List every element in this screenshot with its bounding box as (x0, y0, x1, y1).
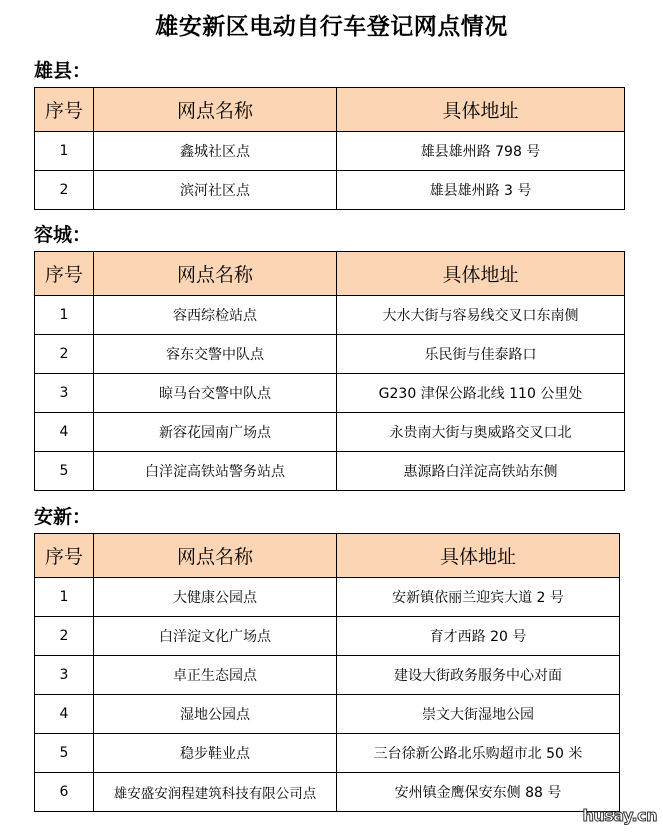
cell-number: 2 (35, 335, 94, 374)
cell-name: 稳步鞋业点 (94, 734, 337, 773)
cell-number: 5 (35, 452, 94, 491)
table-row (35, 413, 625, 452)
cell-address: 建设大街政务服务中心对面 (337, 656, 620, 695)
table-header-row (35, 534, 620, 578)
column-header-number: 序号 (35, 252, 94, 296)
column-header-address: 具体地址 (337, 534, 620, 578)
table-row (35, 656, 620, 695)
cell-number: 1 (35, 578, 94, 617)
section-label-anxin: 安新： (34, 506, 92, 528)
cell-address: 雄县雄州路 3 号 (337, 171, 625, 210)
cell-name: 大健康公园点 (94, 578, 337, 617)
table-row (35, 734, 620, 773)
cell-address: 三台徐新公路北乐购超市北 50 米 (337, 734, 620, 773)
table-row (35, 132, 625, 171)
table-row (35, 296, 625, 335)
cell-name: 雄安盛安润程建筑科技有限公司点 (94, 773, 337, 812)
column-header-address: 具体地址 (337, 88, 625, 132)
column-header-name: 网点名称 (94, 252, 337, 296)
cell-number: 6 (35, 773, 94, 812)
table-row (35, 335, 625, 374)
watermark: husay.cn (582, 806, 657, 825)
table-header-row (35, 252, 625, 296)
cell-name: 滨河社区点 (94, 171, 337, 210)
cell-name: 晾马台交警中队点 (94, 374, 337, 413)
cell-number: 3 (35, 656, 94, 695)
cell-name: 容西综检站点 (94, 296, 337, 335)
table-anxin (34, 533, 620, 812)
column-header-number: 序号 (35, 534, 94, 578)
cell-name: 白洋淀高铁站警务站点 (94, 452, 337, 491)
cell-name: 容东交警中队点 (94, 335, 337, 374)
table-row (35, 617, 620, 656)
cell-address: 永贵南大街与奥威路交叉口北 (337, 413, 625, 452)
cell-address: 育才西路 20 号 (337, 617, 620, 656)
cell-number: 1 (35, 296, 94, 335)
cell-number: 2 (35, 171, 94, 210)
cell-address: 惠源路白洋淀高铁站东侧 (337, 452, 625, 491)
column-header-number: 序号 (35, 88, 94, 132)
cell-address: 乐民街与佳泰路口 (337, 335, 625, 374)
cell-number: 1 (35, 132, 94, 171)
section-label-xiongxian: 雄县： (34, 60, 92, 82)
cell-address: G230 津保公路北线 110 公里处 (337, 374, 625, 413)
column-header-name: 网点名称 (94, 534, 337, 578)
cell-address: 安州镇金鹰保安东侧 88 号 (337, 773, 620, 812)
cell-address: 安新镇依丽兰迎宾大道 2 号 (337, 578, 620, 617)
cell-number: 5 (35, 734, 94, 773)
section-label-rongcheng: 容城： (34, 224, 92, 246)
cell-name: 白洋淀文化广场点 (94, 617, 337, 656)
table-rongcheng (34, 251, 625, 491)
table-row (35, 452, 625, 491)
table-row (35, 773, 620, 812)
table-row (35, 695, 620, 734)
table-header-row (35, 88, 625, 132)
cell-address: 崇文大街湿地公园 (337, 695, 620, 734)
table-row (35, 578, 620, 617)
column-header-address: 具体地址 (337, 252, 625, 296)
cell-name: 湿地公园点 (94, 695, 337, 734)
table-xiongxian (34, 87, 625, 210)
page-title: 雄安新区电动自行车登记网点情况 (155, 14, 508, 40)
cell-number: 4 (35, 413, 94, 452)
cell-address: 大水大街与容易线交叉口东南侧 (337, 296, 625, 335)
cell-name: 卓正生态园点 (94, 656, 337, 695)
table-row (35, 171, 625, 210)
cell-number: 2 (35, 617, 94, 656)
cell-name: 鑫城社区点 (94, 132, 337, 171)
cell-number: 4 (35, 695, 94, 734)
cell-name: 新容花园南广场点 (94, 413, 337, 452)
table-row (35, 374, 625, 413)
column-header-name: 网点名称 (94, 88, 337, 132)
cell-address: 雄县雄州路 798 号 (337, 132, 625, 171)
cell-number: 3 (35, 374, 94, 413)
